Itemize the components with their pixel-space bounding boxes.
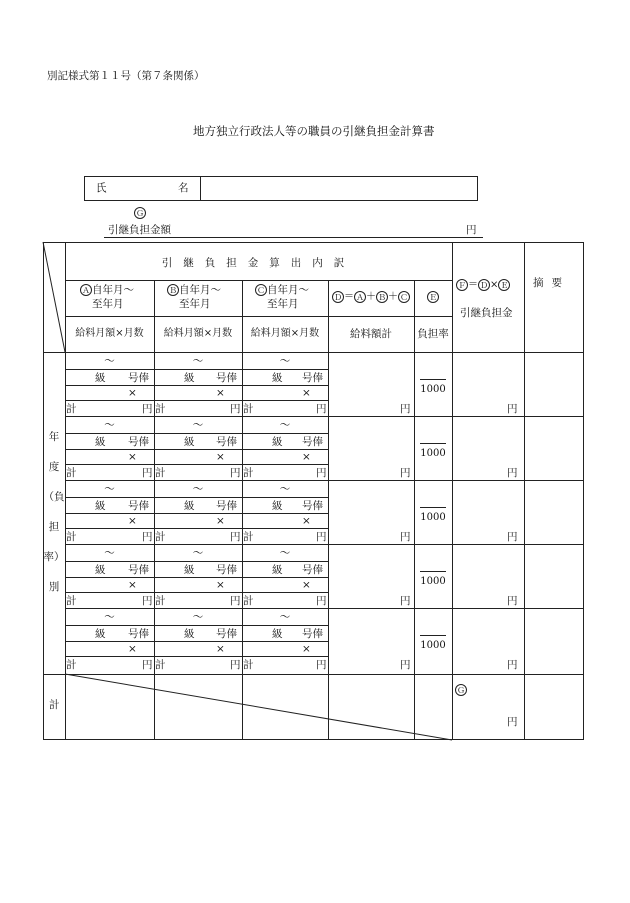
grade-label: 級 bbox=[272, 564, 283, 576]
subtotal-label: 計 bbox=[155, 467, 166, 479]
times-sign: × bbox=[128, 515, 137, 527]
rate-denominator: 1000 bbox=[420, 448, 446, 459]
name-label-1: 氏 bbox=[96, 182, 107, 194]
subtotal-yen: 円 bbox=[142, 403, 153, 415]
col-e-header: Ｅ bbox=[429, 293, 437, 302]
times-sign: × bbox=[216, 451, 225, 463]
fraction-bar bbox=[420, 635, 446, 636]
fraction-bar bbox=[420, 379, 446, 380]
step-label: 号俸 bbox=[128, 628, 149, 640]
col-f-label: 引継負担金 bbox=[460, 307, 513, 319]
step-label: 号俸 bbox=[302, 564, 323, 576]
subtotal-label: 計 bbox=[66, 403, 77, 415]
burden-rate[interactable] bbox=[414, 379, 452, 395]
grade-label: 級 bbox=[184, 500, 195, 512]
times-sign: × bbox=[302, 515, 311, 527]
period-tilde[interactable]: ～ bbox=[192, 419, 204, 431]
times-sign: × bbox=[128, 387, 137, 399]
sub-header-a: 給料月額×月数 bbox=[75, 328, 144, 339]
subtotal-label: 計 bbox=[243, 403, 254, 415]
subtotal-label: 計 bbox=[243, 659, 254, 671]
grade-label: 級 bbox=[272, 436, 283, 448]
summary-header: 摘要 bbox=[533, 277, 570, 289]
times-sign: × bbox=[216, 515, 225, 527]
subtotal-label: 計 bbox=[155, 531, 166, 543]
col-a-line2: 至年月 bbox=[92, 298, 124, 310]
rate-denominator: 1000 bbox=[420, 640, 446, 651]
sub-header-e: 負担率 bbox=[417, 328, 449, 340]
subtotal-yen: 円 bbox=[230, 467, 241, 479]
times-sign: × bbox=[128, 579, 137, 591]
times-sign: × bbox=[216, 387, 225, 399]
grade-label: 級 bbox=[184, 628, 195, 640]
step-label: 号俸 bbox=[216, 628, 237, 640]
times-sign: × bbox=[128, 451, 137, 463]
subtotal-yen: 円 bbox=[230, 403, 241, 415]
col-f-header: Ｆ ＝ Ｄ × Ｅ bbox=[458, 279, 509, 291]
grade-label: 級 bbox=[95, 436, 106, 448]
sub-header-b: 給料月額×月数 bbox=[163, 328, 233, 339]
subtotal-label: 計 bbox=[66, 467, 77, 479]
subtotal-yen: 円 bbox=[142, 595, 153, 607]
col-d-header: Ｄ ＝ Ａ ＋ Ｂ ＋ Ｃ bbox=[334, 291, 408, 303]
col-b-header: Ｂ 自年月～ bbox=[169, 284, 221, 296]
transfer-yen: 円 bbox=[507, 531, 518, 543]
subtotal-label: 計 bbox=[155, 595, 166, 607]
salary-total-yen: 円 bbox=[400, 659, 411, 671]
transfer-yen: 円 bbox=[507, 659, 518, 671]
period-tilde[interactable]: ～ bbox=[279, 419, 291, 431]
times-sign: × bbox=[302, 579, 311, 591]
step-label: 号俸 bbox=[216, 372, 237, 384]
col-a-header: Ａ 自年月～ bbox=[82, 284, 134, 296]
transfer-yen: 円 bbox=[507, 467, 518, 479]
grade-label: 級 bbox=[184, 436, 195, 448]
burden-rate[interactable] bbox=[414, 635, 452, 651]
period-tilde[interactable]: ～ bbox=[279, 483, 291, 495]
sub-header-d: 給料額計 bbox=[350, 328, 392, 340]
grade-label: 級 bbox=[95, 372, 106, 384]
name-box bbox=[84, 176, 478, 201]
period-tilde[interactable]: ～ bbox=[104, 419, 115, 431]
subtotal-yen: 円 bbox=[316, 467, 327, 479]
step-label: 号俸 bbox=[302, 372, 323, 384]
salary-total-yen: 円 bbox=[400, 403, 411, 415]
subtotal-yen: 円 bbox=[230, 531, 241, 543]
rate-denominator: 1000 bbox=[420, 512, 446, 523]
footer-marker: Ｇ bbox=[457, 686, 465, 695]
times-sign: × bbox=[302, 451, 311, 463]
times-sign: × bbox=[302, 643, 311, 655]
transfer-yen: 円 bbox=[507, 403, 518, 415]
grade-label: 級 bbox=[184, 372, 195, 384]
burden-rate[interactable] bbox=[414, 443, 452, 459]
grade-label: 級 bbox=[272, 628, 283, 640]
subtotal-yen: 円 bbox=[142, 531, 153, 543]
total-label: 引継負担金額 bbox=[108, 224, 171, 236]
name-label-2: 名 bbox=[178, 182, 189, 194]
fraction-bar bbox=[420, 443, 446, 444]
footer-yen: 円 bbox=[507, 716, 518, 728]
grade-label: 級 bbox=[272, 500, 283, 512]
subtotal-label: 計 bbox=[243, 467, 254, 479]
col-c-line2: 至年月 bbox=[267, 298, 299, 310]
step-label: 号俸 bbox=[302, 436, 323, 448]
period-tilde[interactable]: ～ bbox=[279, 355, 291, 367]
salary-total-yen: 円 bbox=[400, 595, 411, 607]
grade-label: 級 bbox=[184, 564, 195, 576]
footer-total-label: 計 bbox=[49, 699, 60, 711]
times-sign: × bbox=[216, 643, 225, 655]
subtotal-yen: 円 bbox=[316, 595, 327, 607]
subtotal-yen: 円 bbox=[142, 659, 153, 671]
salary-total-yen: 円 bbox=[400, 467, 411, 479]
step-label: 号俸 bbox=[216, 500, 237, 512]
subtotal-yen: 円 bbox=[230, 659, 241, 671]
breakdown-header: 引継負担金算出内訳 bbox=[161, 257, 356, 269]
step-label: 号俸 bbox=[128, 500, 149, 512]
step-label: 号俸 bbox=[302, 500, 323, 512]
times-sign: × bbox=[302, 387, 311, 399]
grade-label: 級 bbox=[95, 500, 106, 512]
period-tilde[interactable]: ～ bbox=[104, 611, 115, 623]
period-tilde[interactable]: ～ bbox=[104, 483, 115, 495]
times-sign: × bbox=[128, 643, 137, 655]
transfer-yen: 円 bbox=[507, 595, 518, 607]
burden-rate[interactable] bbox=[414, 507, 452, 523]
period-tilde[interactable]: ～ bbox=[192, 611, 204, 623]
burden-rate[interactable] bbox=[414, 571, 452, 587]
footer-diagonal bbox=[65, 674, 452, 740]
period-tilde[interactable]: ～ bbox=[192, 547, 204, 559]
period-tilde[interactable]: ～ bbox=[192, 355, 204, 367]
step-label: 号俸 bbox=[302, 628, 323, 640]
subtotal-label: 計 bbox=[243, 595, 254, 607]
step-label: 号俸 bbox=[128, 564, 149, 576]
step-label: 号俸 bbox=[128, 372, 149, 384]
col-b-line2: 至年月 bbox=[179, 298, 211, 310]
document-title: 地方独立行政法人等の職員の引継負担金計算書 bbox=[193, 124, 435, 138]
period-tilde[interactable]: ～ bbox=[192, 483, 204, 495]
side-label: 年 度 （負 担 率） 別 bbox=[43, 431, 65, 593]
grade-label: 級 bbox=[95, 564, 106, 576]
total-marker: Ｇ bbox=[136, 209, 144, 218]
subtotal-label: 計 bbox=[66, 659, 77, 671]
subtotal-label: 計 bbox=[155, 659, 166, 671]
period-tilde[interactable]: ～ bbox=[104, 547, 115, 559]
subtotal-label: 計 bbox=[155, 403, 166, 415]
subtotal-yen: 円 bbox=[316, 531, 327, 543]
step-label: 号俸 bbox=[128, 436, 149, 448]
times-sign: × bbox=[216, 579, 225, 591]
period-tilde[interactable]: ～ bbox=[104, 355, 115, 367]
subtotal-label: 計 bbox=[66, 531, 77, 543]
fraction-bar bbox=[420, 507, 446, 508]
sub-header-c: 給料月額×月数 bbox=[250, 328, 320, 339]
step-label: 号俸 bbox=[216, 564, 237, 576]
period-tilde[interactable]: ～ bbox=[279, 611, 291, 623]
total-yen: 円 bbox=[466, 224, 477, 236]
grade-label: 級 bbox=[272, 372, 283, 384]
fraction-bar bbox=[420, 571, 446, 572]
rate-denominator: 1000 bbox=[420, 384, 446, 395]
col-c-header: Ｃ 自年月～ bbox=[257, 284, 309, 296]
subtotal-yen: 円 bbox=[142, 467, 153, 479]
subtotal-yen: 円 bbox=[316, 659, 327, 671]
period-tilde[interactable]: ～ bbox=[279, 547, 291, 559]
subtotal-label: 計 bbox=[66, 595, 77, 607]
rate-denominator: 1000 bbox=[420, 576, 446, 587]
form-number: 別記様式第１１号（第７条関係） bbox=[47, 70, 205, 82]
subtotal-label: 計 bbox=[243, 531, 254, 543]
subtotal-yen: 円 bbox=[316, 403, 327, 415]
salary-total-yen: 円 bbox=[400, 531, 411, 543]
grade-label: 級 bbox=[95, 628, 106, 640]
header-diagonal bbox=[43, 242, 65, 352]
step-label: 号俸 bbox=[216, 436, 237, 448]
subtotal-yen: 円 bbox=[230, 595, 241, 607]
